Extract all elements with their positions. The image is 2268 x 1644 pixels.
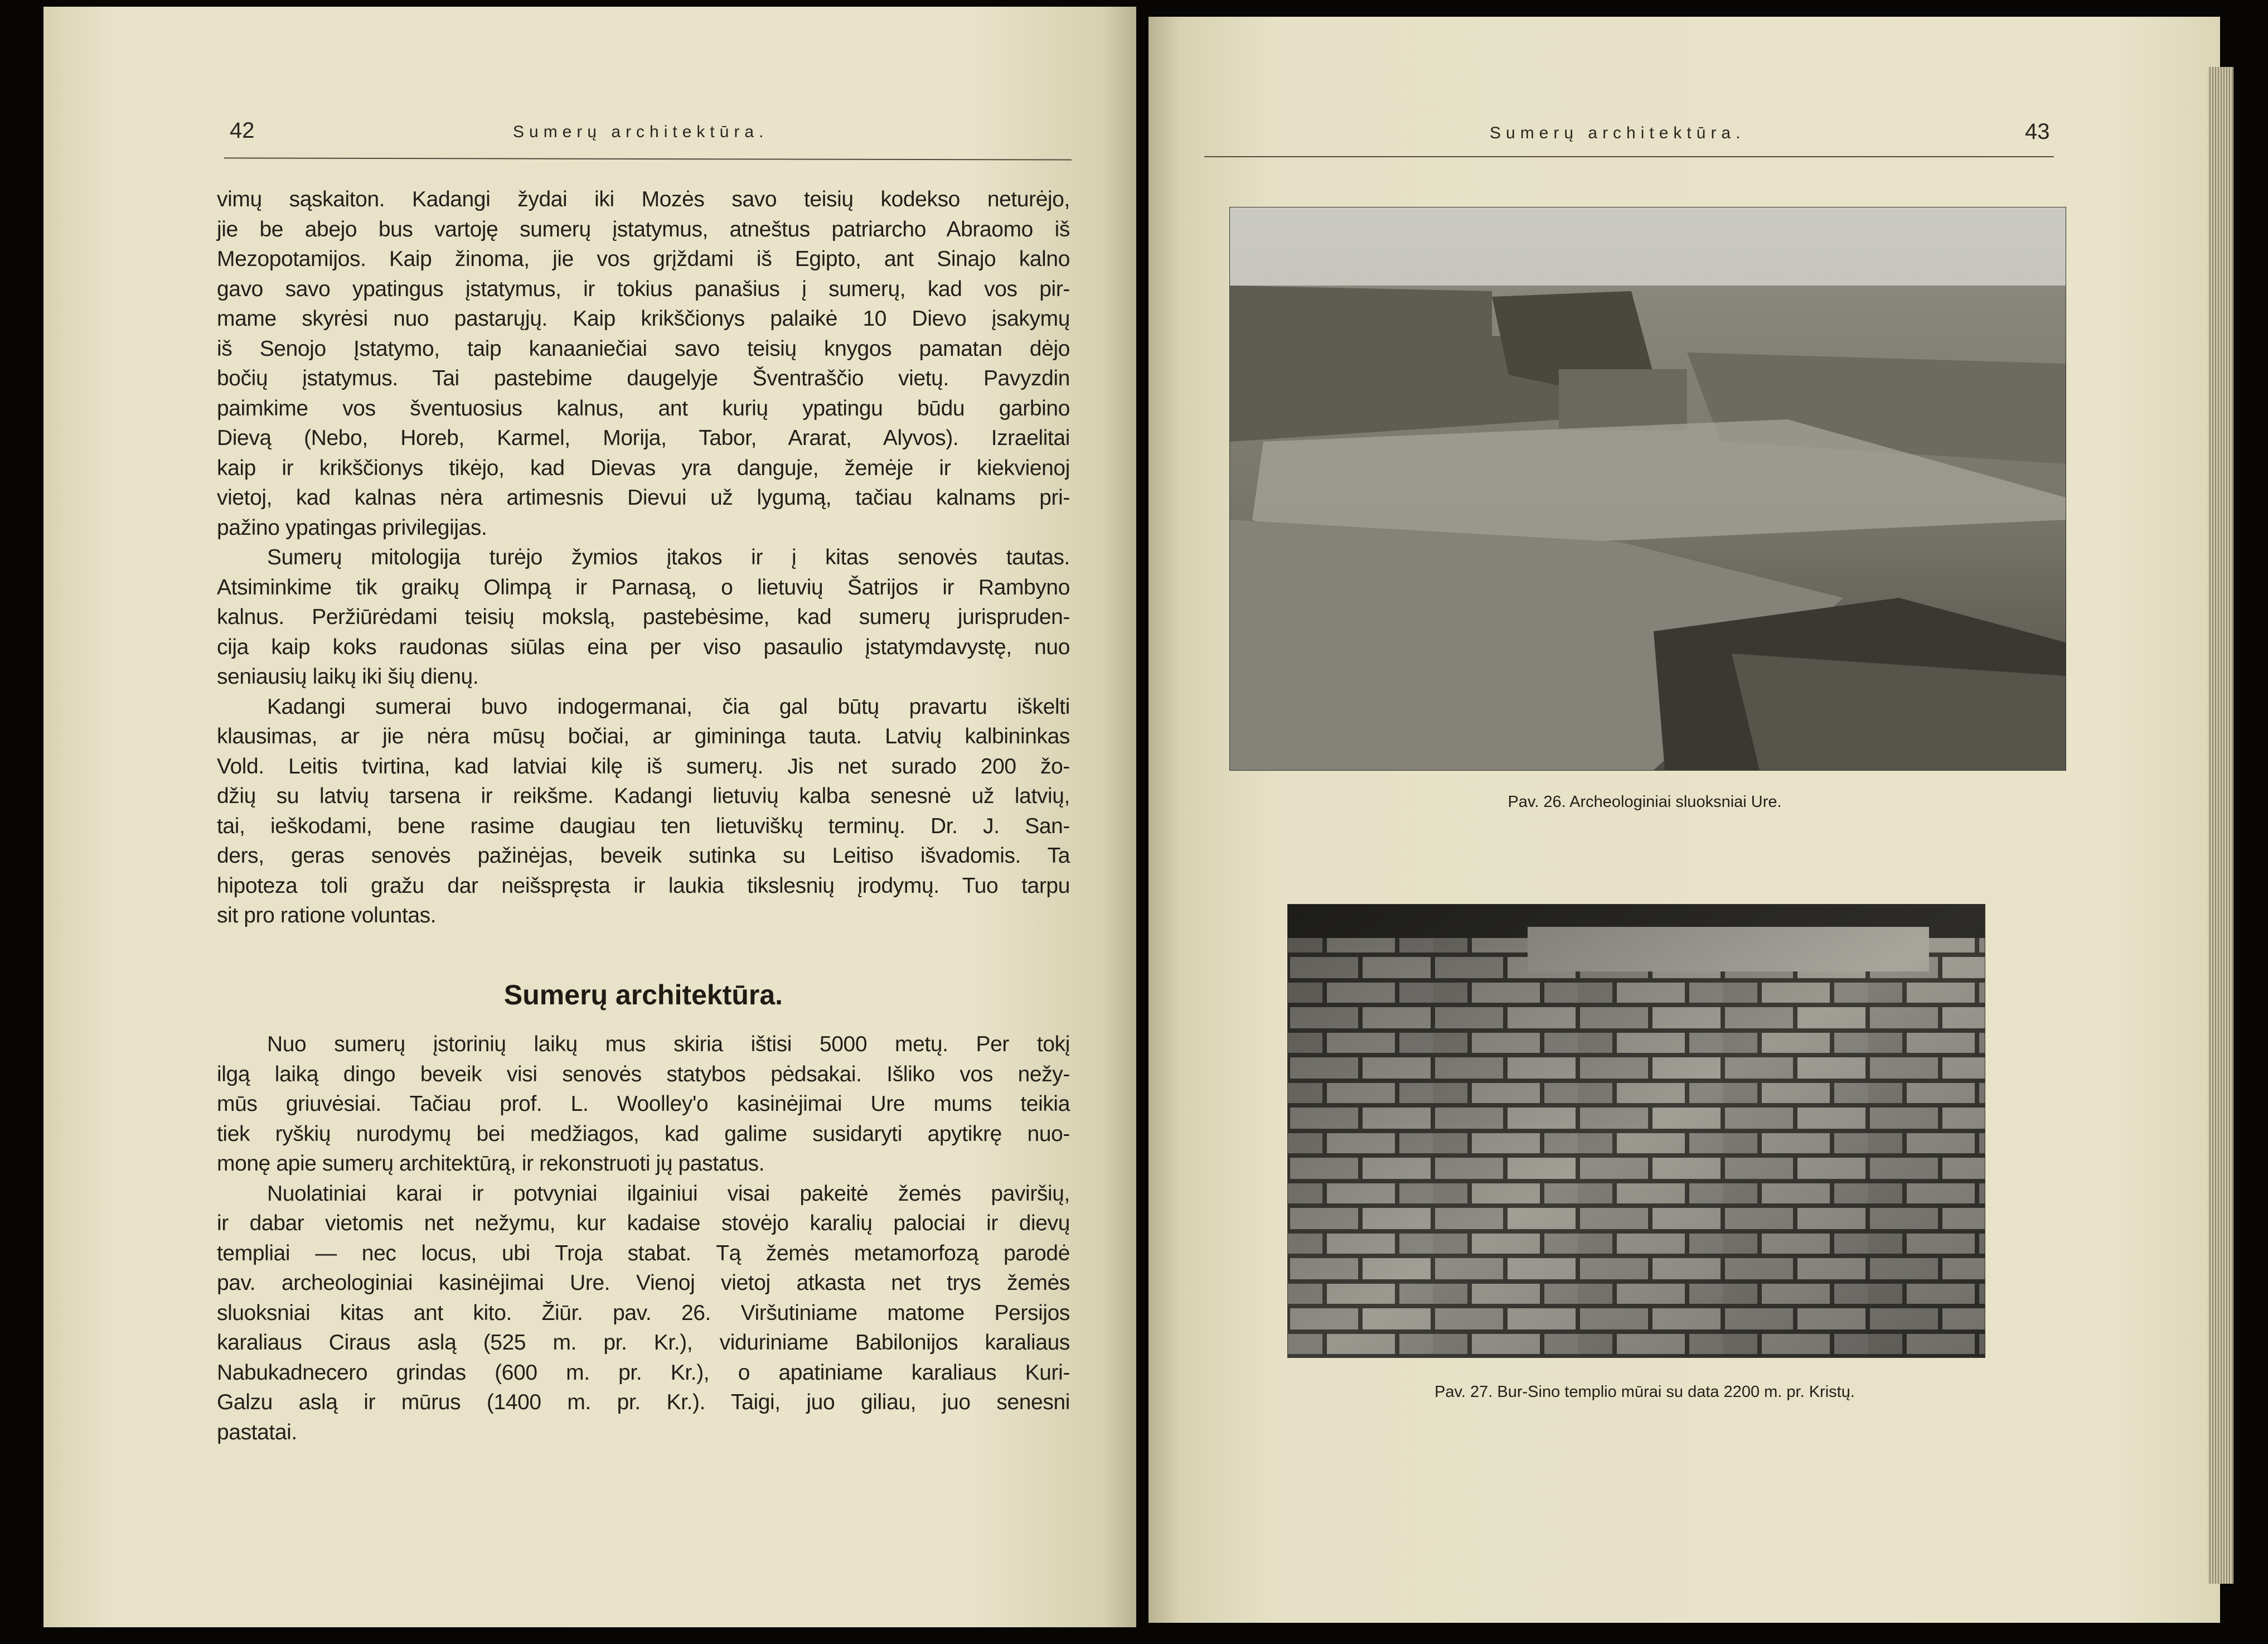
text-line: klausimas, ar jie nėra mūsų bočiai, ar gimininga tauta. Latvių kalbininkas bbox=[217, 724, 1070, 748]
page-edges bbox=[2208, 67, 2233, 1584]
text-line: bočių įstatymus. Tai pastebime daugelyje Šventraščio vietų. Pavyzdin bbox=[217, 366, 1070, 390]
text-line: Sumerų mitologija turėjo žymios įtakos ir į kitas senovės tautas. bbox=[267, 545, 1070, 569]
text-line: gavo savo ypatingus įstatymus, ir tokius panašius į sumerų, kad vos pir- bbox=[217, 277, 1070, 301]
text-line: Nabukadnecero grindas (600 m. pr. Kr.), o apatiniame karaliaus Kuri- bbox=[217, 1360, 1070, 1385]
text-line: cija kaip koks raudonas siūlas eina per viso pasaulio įstatymdavystę, nuo bbox=[217, 635, 1070, 659]
figure-26-photo bbox=[1229, 207, 2066, 771]
text-line: jie be abejo bus vartoję sumerų įstatymus, atneštus patriarcho Abraomo iš bbox=[217, 217, 1070, 241]
section-heading: Sumerų architektūra. bbox=[503, 979, 783, 1010]
text-line: tai, ieškodami, bene rasime daugiau ten lietuviškų terminų. Dr. J. San- bbox=[217, 814, 1070, 838]
text-line: Nuo sumerų įstorinių laikų mus skiria ištisi 5000 metų. Per tokį bbox=[267, 1032, 1070, 1056]
text-line: kaip ir krikščionys tikėjo, kad Dievas yra danguje, žemėje ir kiekvienoj bbox=[217, 456, 1070, 480]
text-line: Atsiminkime tik graikų Olimpą ir Parnasą, o lietuvių Šatrijos ir Rambyno bbox=[217, 575, 1070, 599]
text-line: sit pro ratione voluntas. bbox=[217, 903, 437, 927]
text-line: karaliaus Ciraus aslą (525 m. pr. Kr.), viduriniame Babilonijos karaliaus bbox=[217, 1331, 1070, 1355]
text-line: Mezopotamijos. Kaip žinoma, jie vos grįždami iš Egipto, ant Sinajo kalno bbox=[217, 247, 1070, 271]
body-text-block-2 bbox=[217, 1029, 1070, 1447]
text-line: tiek ryškių nurodymų bei medžiagos, kad galime susidaryti apytikrę nuo- bbox=[217, 1121, 1070, 1146]
text-line: pažino ypatingas privilegijas. bbox=[217, 515, 487, 540]
text-line: templiai — nec locus, ubi Troja stabat. Tą žemės metamorfozą parodė bbox=[217, 1241, 1070, 1265]
header-rule-right bbox=[1204, 156, 2054, 157]
text-line: hipoteza toli gražu dar neišspręsta ir laukia tikslesnių įrodymų. Tuo tarpu bbox=[217, 873, 1070, 898]
body-text-block-1 bbox=[217, 185, 1070, 931]
text-line: iš Senojo Įstatymo, taip kanaaniečiai savo teisių knygos pamatan dėjo bbox=[217, 336, 1070, 361]
text-line: monę apie sumerų architektūrą, ir rekonstruoti jų pastatus. bbox=[217, 1152, 765, 1176]
text-line: ders, geras senovės pažinėjas, beveik sutinka su Leitiso išvadomis. Ta bbox=[217, 844, 1070, 868]
figure-27-photo bbox=[1287, 904, 1985, 1358]
text-line: mame skyrėsi nuo pastarųjų. Kaip krikščionys palaikė 10 Dievo įsakymų bbox=[217, 307, 1070, 331]
figure-26-caption: Pav. 26. Archeologiniai sluoksniai Ure. bbox=[1508, 793, 1782, 811]
page-number-left: 42 bbox=[230, 118, 255, 143]
text-line: vimų sąskaiton. Kadangi žydai iki Mozės savo teisių kodekso neturėjo, bbox=[217, 187, 1070, 211]
text-line: Kadangi sumerai buvo indogermanai, čia gal būtų pravartu iškelti bbox=[267, 694, 1070, 719]
text-line: ir dabar vietomis net nežymu, kur kadaise stovėjo karalių palociai ir dievų bbox=[217, 1211, 1070, 1235]
text-line: Nuolatiniai karai ir potvyniai ilgainiui visai pakeitė žemės paviršių, bbox=[267, 1181, 1070, 1206]
text-line: sluoksniai kitas ant kito. Žiūr. pav. 26. Viršutiniame matome Persijos bbox=[217, 1300, 1070, 1325]
text-line: kalnus. Peržiūrėdami teisių mokslą, pastebėsime, kad sumerų jurispruden- bbox=[217, 605, 1070, 629]
figure-27-caption: Pav. 27. Bur-Sino templio mūrai su data 2200 m. pr. Kristų. bbox=[1435, 1383, 1855, 1401]
page-number-right: 43 bbox=[2025, 119, 2050, 144]
text-line: Galzu aslą ir mūrus (1400 m. pr. Kr.). Taigi, juo giliau, juo senesni bbox=[217, 1390, 1070, 1414]
running-head-right: Sumerų architektūra. bbox=[1490, 124, 1746, 142]
text-line: vietoj, kad kalnas nėra artimesnis Dievui už lygumą, tačiau kalnams pri- bbox=[217, 486, 1070, 510]
text-line: Vold. Leitis tvirtina, kad latviai kilę iš sumerų. Jis net surado 200 žo- bbox=[217, 754, 1070, 779]
brick-wall-photo-image bbox=[1288, 905, 1985, 1357]
text-line: seniausių laikų iki šių dienų. bbox=[217, 665, 479, 689]
text-line: pav. archeologiniai kasinėjimai Ure. Vienoj vietoj atkasta net trys žemės bbox=[217, 1271, 1070, 1295]
excavation-photo-image bbox=[1230, 207, 2066, 770]
running-head-left: Sumerų architektūra. bbox=[513, 123, 769, 141]
text-line: Dievą (Nebo, Horeb, Karmel, Morija, Tabor, Ararat, Alyvos). Izraelitai bbox=[217, 426, 1070, 450]
text-line: džių su latvių tarsena ir reikšme. Kadangi lietuvių kalba senesnė už latvių, bbox=[217, 784, 1070, 808]
text-line: ilgą laiką dingo beveik visi senovės statybos pėdsakai. Išliko vos nežy- bbox=[217, 1062, 1070, 1086]
text-line: paimkime vos šventuosius kalnus, ant kurių ypatingu būdu garbino bbox=[217, 396, 1070, 420]
text-line: pastatai. bbox=[217, 1420, 297, 1444]
text-line: mūs griuvėsiai. Tačiau prof. L. Woolley'o kasinėjimai Ure mums teikia bbox=[217, 1092, 1070, 1116]
